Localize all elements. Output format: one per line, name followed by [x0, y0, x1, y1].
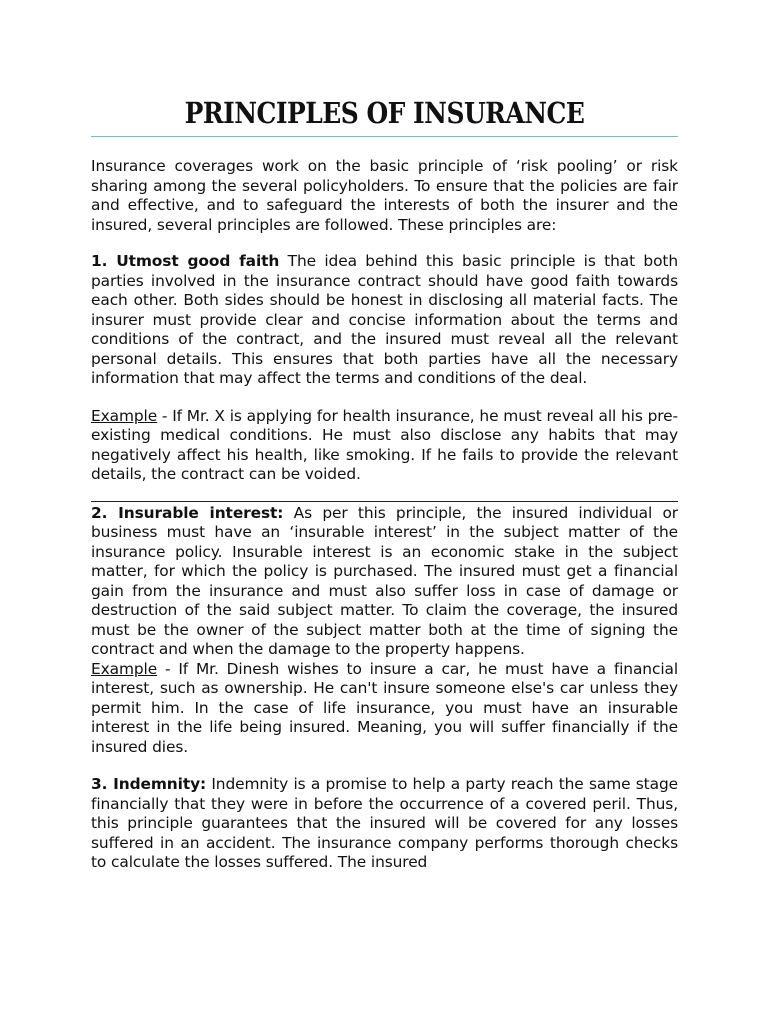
example-paragraph	[91, 407, 678, 485]
example-label: Example	[91, 659, 158, 678]
section-utmost-good-faith	[91, 252, 678, 389]
section-body: As per this principle, the insured individual or business must have an ‘insurable interest’ in the subject matter of the insurance policy. Insurable interest is an economic stake in the subject matter, for which the policy is purchased. The insured must get a financial gain from the insurance and must also suffer loss in case of damage or destruction of the said subject matter. To claim the coverage, the insured must be the owner of the subject matter both at the time of signing the contract and when the damage to the property happens.	[91, 503, 678, 658]
section-body: The idea behind this basic principle is that both parties involved in the insurance contract should have good faith towards each other. Both sides should be honest in disclosing all material facts. The insurer must provide clear and concise information about the terms and conditions of the contract, and the insured must reveal all the relevant personal details. This ensures that both parties have all the necessary information that may affect the terms and conditions of the deal.	[91, 252, 678, 387]
example-label: Example	[91, 406, 158, 425]
section-heading: 1. Utmost good faith	[91, 252, 280, 270]
section-body: Indemnity is a promise to help a party reach the same stage financially that they were in before the occurrence of a covered peril. Thus, this principle guarantees that the insured will be covered for any losses suffered in an accident. The insurance company performs thorough checks to calculate the losses suffered. The insured	[91, 775, 678, 871]
intro-paragraph: Insurance coverages work on the basic principle of ‘risk pooling’ or risk sharing among the several policyholders. To ensure that the policies are fair and effective, and to safeguard the interests of both the insurer and the insured, several principles are followed. These principles are:	[91, 157, 678, 234]
title-divider	[91, 136, 678, 137]
example-paragraph	[91, 660, 678, 758]
section-heading: 3. Indemnity:	[91, 775, 207, 793]
section-heading: 2. Insurable interest:	[91, 503, 284, 522]
document-page	[91, 0, 678, 873]
section-insurable-interest	[91, 504, 678, 660]
example-text: - If Mr. X is applying for health insurance, he must reveal all his pre-existing medical conditions. He must also disclose any habits that may negatively affect his health, like smoking. If he fails to provide the relevant details, the contract can be voided.	[91, 406, 678, 483]
example-text: - If Mr. Dinesh wishes to insure a car, he must have a financial interest, such as ownership. He can't insure someone else's car unless they permit him. In the case of life insurance, you must have an insurable interest in the life being insured. Meaning, you will suffer financially if the insured dies.	[91, 659, 678, 756]
section-divider	[91, 501, 678, 502]
page-title: PRINCIPLES OF INSURANCE	[184, 96, 585, 130]
section-indemnity	[91, 775, 678, 873]
